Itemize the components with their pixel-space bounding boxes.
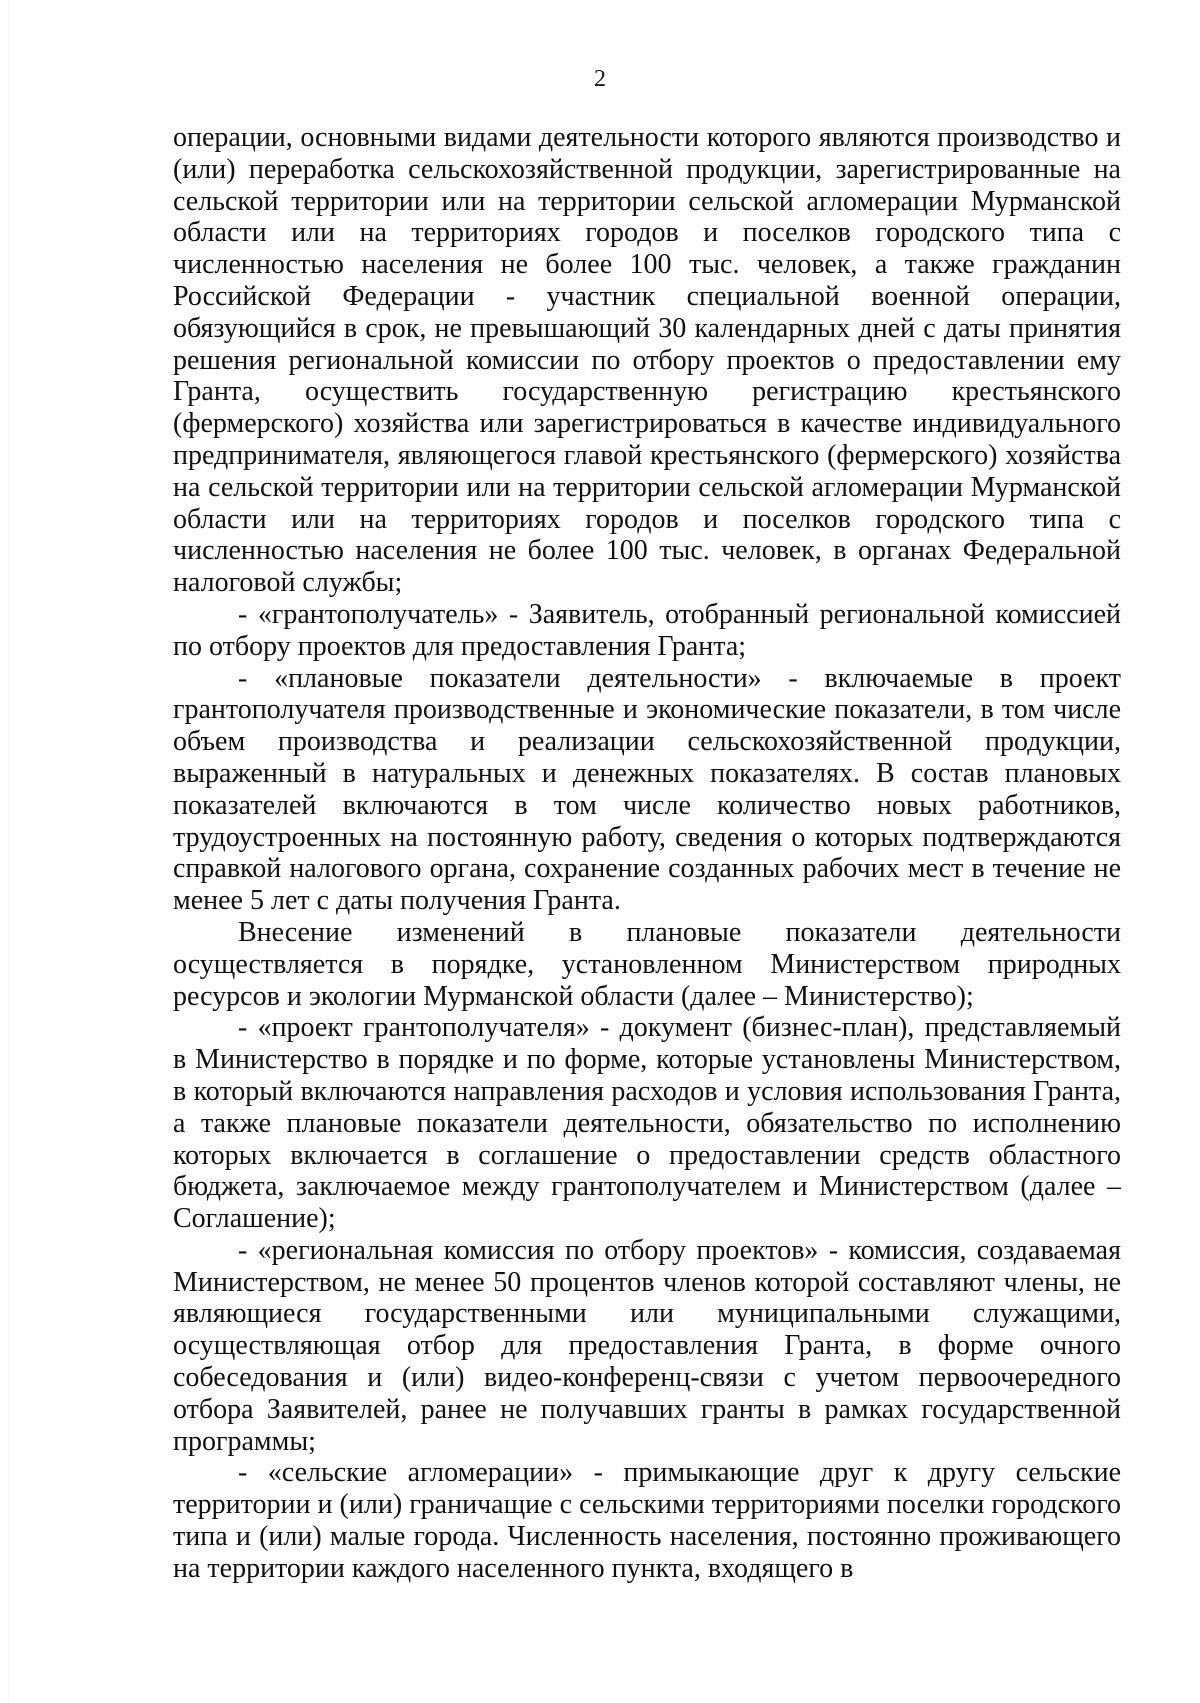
scan-edge-line [8,0,9,1703]
paragraph-grant-recipient-definition: - «грантополучатель» - Заявитель, отобранный региональной комиссией по отбору проектов для предоставления Гранта; [173,598,1121,662]
document-body [173,122,1121,1585]
paragraph-commission-definition: - «региональная комиссия по отбору проектов» - комиссия, создаваемая Министерством, не менее 50 процентов членов которой составляют члены, не являющиеся государственными или муниципальными служащими, осуществляющая отбор для предоставления Гранта, в форме очного собеседования и (или) видео-конференц-связи с учетом первоочередного отбора Заявителей, ранее не получавших гранты в рамках государственной программы; [173,1234,1121,1457]
paragraph-project-definition: - «проект грантополучателя» - документ (бизнес-план), представляемый в Министерство в порядке и по форме, которые установлены Министерством, в который включаются направления расходов и условия использования Гранта, а также плановые показатели деятельности, обязательство по исполнению которых включается в соглашение о предоставлении средств областного бюджета, заключаемое между грантополучателем и Министерством (далее – Соглашение); [173,1012,1121,1235]
paragraph-agglomeration-definition: - «сельские агломерации» - примыкающие друг к другу сельские территории и (или) граничащие с сельскими территориями поселки городского типа и (или) малые города. Численность населения, постоянно проживающего на территории каждого населенного пункта, входящего в [173,1457,1121,1584]
paragraph-continuation: операции, основными видами деятельности которого являются производство и (или) переработка сельскохозяйственной продукции, зарегистрированные на сельской территории или на территории сельской агломерации Мурманской области или на территориях городов и поселков городского типа с численностью населения не более 100 тыс. человек, а также гражданин Российской Федерации - участник специальной военной операции, обязующийся в срок, не превышающий 30 календарных дней с даты принятия решения региональной комиссии по отбору проектов о предоставлении ему Гранта, осуществить государственную регистрацию крестьянского (фермерского) хозяйства или зарегистрироваться в качестве индивидуального предпринимателя, являющегося главой крестьянского (фермерского) хозяйства на сельской территории или на территории сельской агломерации Мурманской области или на территориях городов и поселков городского типа с численностью населения не более 100 тыс. человек, в органах Федеральной налоговой службы; [173,122,1121,599]
paragraph-planned-indicators-definition: - «плановые показатели деятельности» - включаемые в проект грантополучателя производственные и экономические показатели, в том числе объем производства и реализации сельскохозяйственной продукции, выраженный в натуральных и денежных показателях. В состав плановых показателей включаются в том числе количество новых работников, трудоустроенных на постоянную работу, сведения о которых подтверждаются справкой налогового органа, сохранение созданных рабочих мест в течение не менее 5 лет с даты получения Гранта. [173,662,1121,917]
paragraph-indicator-changes: Внесение изменений в плановые показатели деятельности осуществляется в порядке, установленном Министерством природных ресурсов и экологии Мурманской области (далее – Министерство); [173,916,1121,1012]
page-number: 2 [594,66,606,92]
